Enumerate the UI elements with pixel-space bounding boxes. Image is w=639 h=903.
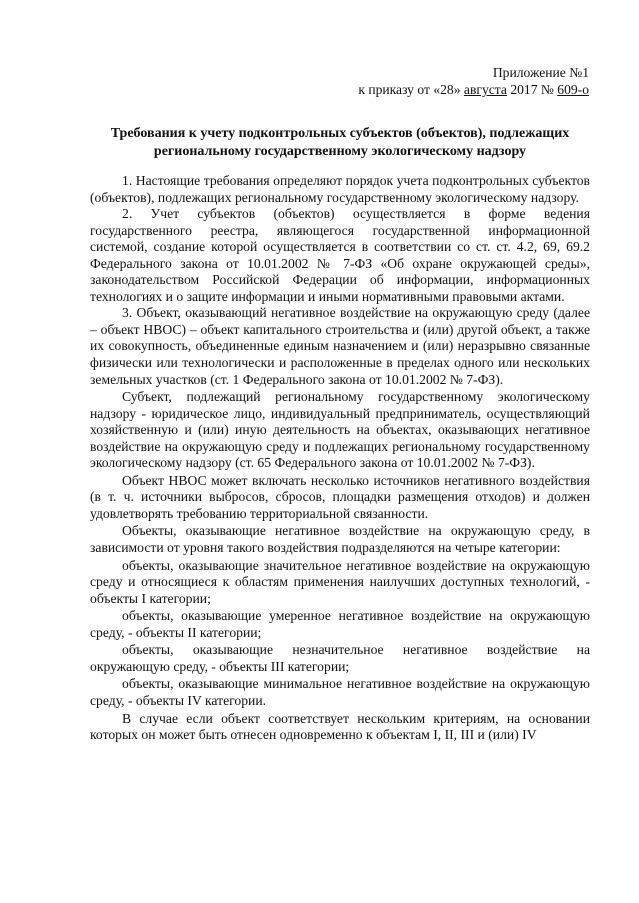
order-reference	[358, 81, 589, 98]
title-line-1: Требования к учету подконтрольных субъектов (объектов), подлежащих	[110, 126, 570, 141]
paragraph-3: 3. Объект, оказывающий негативное воздействие на окружающую среду (далее – объект НВОС) – объект капитального строительства и (или) другой объект, а также их совокупность, объединенные единым назначением и (или) неразрывно связанные физически или технологически и расположенные в пределах одного или нескольких земельных участков (ст. 1 Федерального закона от 10.01.2002 № 7-ФЗ).	[90, 305, 590, 387]
order-middle: 2017 №	[506, 82, 558, 97]
category-2-item: объекты, оказывающие умеренное негативное воздействие на окружающую среду, - объекты II категории;	[90, 608, 590, 640]
paragraph-subject: Субъект, подлежащий региональному государственному экологическому надзору - юридическое лицо, индивидуальный предприниматель, осуществляющий хозяйственную и (или) иную деятельность на объектах, оказывающих негативное воздействие на окружающую среду и подлежащих региональному государственному экологическому надзору (ст. 65 Федерального закона от 10.01.2002 № 7-ФЗ).	[90, 389, 590, 471]
order-prefix: к приказу от «28»	[358, 82, 464, 97]
document-title	[90, 125, 590, 160]
title-line-2: региональному государственному экологическому надзору	[153, 143, 527, 159]
order-number: 609-о	[557, 82, 589, 97]
paragraph-nvos-sources: Объект НВОС может включать несколько источников негативного воздействия (в т. ч. источники выбросов, сбросов, площадки размещения отходов) и должен удовлетворять требованию территориальной связанности.	[90, 472, 590, 521]
order-month: августа	[463, 82, 507, 97]
paragraph-multiple-criteria: В случае если объект соответствует нескольким критериям, на основании которых он может быть отнесен одновременно к объектам I, II, III и (или) IV	[90, 710, 590, 743]
document-body	[90, 173, 590, 744]
paragraph-1: 1. Настоящие требования определяют порядок учета подконтрольных субъектов (объектов), подлежащих региональному государственному экологическому надзору.	[90, 173, 590, 205]
paragraph-2: 2. Учет субъектов (объектов) осуществляется в форме ведения государственного реестра, являющегося государственной информационной системой, создание которой осуществляется в соответствии со ст. ст. 4.2, 69, 69.2 Федерального закона от 10.01.2002 № 7-ФЗ «Об охране окружающей среды», законодательством Российской Федерации об информации, информационных технологиях и о защите информации и иными нормативными правовыми актами.	[90, 206, 590, 304]
category-1-item: объекты, оказывающие значительное негативное воздействие на окружающую среду и относящиеся к областям применения наилучших доступных технологий, - объекты I категории;	[90, 557, 590, 606]
category-3-item: объекты, оказывающие незначительное негативное воздействие на окружающую среду, - объекты III категории;	[90, 642, 590, 674]
appendix-label: Приложение №1	[492, 65, 589, 80]
paragraph-categories-intro: Объекты, оказывающие негативное воздействие на окружающую среду, в зависимости от уровня такого воздействия подразделяются на четыре категории:	[90, 523, 590, 556]
category-4-item: объекты, оказывающие минимальное негативное воздействие на окружающую среду, - объекты IV категории.	[90, 676, 590, 708]
appendix-header	[358, 64, 589, 98]
